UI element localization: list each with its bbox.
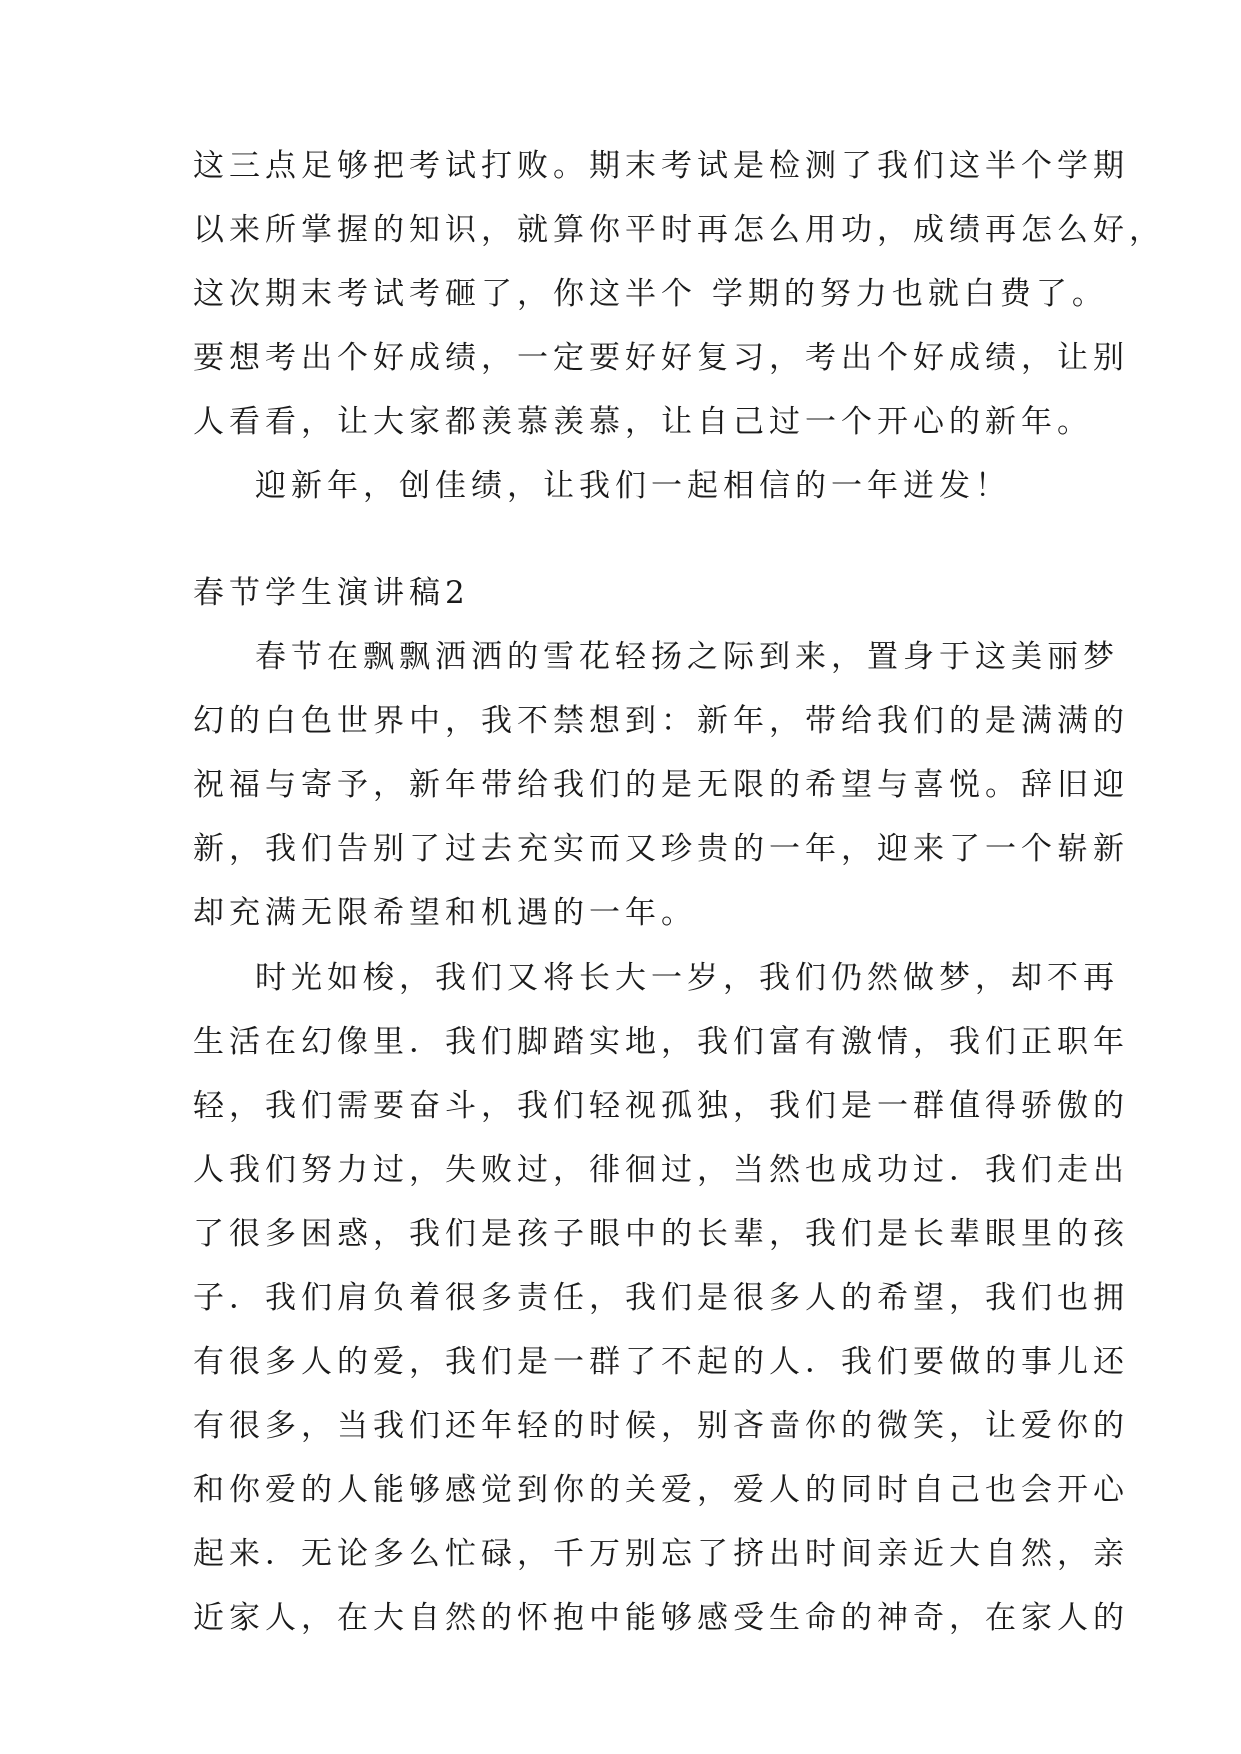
paragraph-line: 有很多人的爱，我们是一群了不起的人．我们要做的事儿还 [193, 1344, 1129, 1380]
paragraph-line: 生活在幻像里．我们脚踏实地，我们富有激情，我们正职年 [193, 1024, 1129, 1060]
paragraph-line: 却充满无限希望和机遇的一年。 [193, 895, 697, 931]
paragraph-line: 人我们努力过，失败过，徘徊过，当然也成功过．我们走出 [193, 1152, 1129, 1188]
paragraph-line: 要想考出个好成绩，一定要好好复习，考出个好成绩，让别 [193, 340, 1129, 376]
paragraph-line: 了很多困惑，我们是孩子眼中的长辈，我们是长辈眼里的孩 [193, 1216, 1129, 1252]
paragraph-line: 人看看，让大家都羡慕羡慕，让自己过一个开心的新年。 [193, 404, 1093, 440]
paragraph-line: 这次期末考试考砸了，你这半个 学期的努力也就白费了。 [193, 276, 1108, 312]
paragraph-line: 以来所掌握的知识，就算你平时再怎么用功，成绩再怎么好， [193, 212, 1165, 248]
paragraph-line: 近家人，在大自然的怀抱中能够感受生命的神奇，在家人的 [193, 1600, 1129, 1636]
paragraph-line: 时光如梭，我们又将长大一岁，我们仍然做梦，却不再 [255, 960, 1119, 996]
paragraph-line: 春节在飘飘洒洒的雪花轻扬之际到来，置身于这美丽梦 [255, 639, 1119, 675]
paragraph-line: 轻，我们需要奋斗，我们轻视孤独，我们是一群值得骄傲的 [193, 1088, 1129, 1124]
section-heading: 春节学生演讲稿2 [193, 575, 470, 611]
paragraph-line: 这三点足够把考试打败。期末考试是检测了我们这半个学期 [193, 148, 1129, 184]
paragraph-line: 幻的白色世界中，我不禁想到：新年，带给我们的是满满的 [193, 703, 1129, 739]
paragraph-line: 有很多，当我们还年轻的时候，别吝啬你的微笑，让爱你的 [193, 1408, 1129, 1444]
paragraph-line: 起来．无论多么忙碌，千万别忘了挤出时间亲近大自然，亲 [193, 1536, 1129, 1572]
paragraph-line: 新，我们告别了过去充实而又珍贵的一年，迎来了一个崭新 [193, 831, 1129, 867]
paragraph-line: 迎新年，创佳绩，让我们一起相信的一年迸发！ [255, 468, 1011, 504]
paragraph-line: 和你爱的人能够感觉到你的关爱，爱人的同时自己也会开心 [193, 1472, 1129, 1508]
paragraph-line: 祝福与寄予，新年带给我们的是无限的希望与喜悦。辞旧迎 [193, 767, 1129, 803]
paragraph-line: 子．我们肩负着很多责任，我们是很多人的希望，我们也拥 [193, 1280, 1129, 1316]
